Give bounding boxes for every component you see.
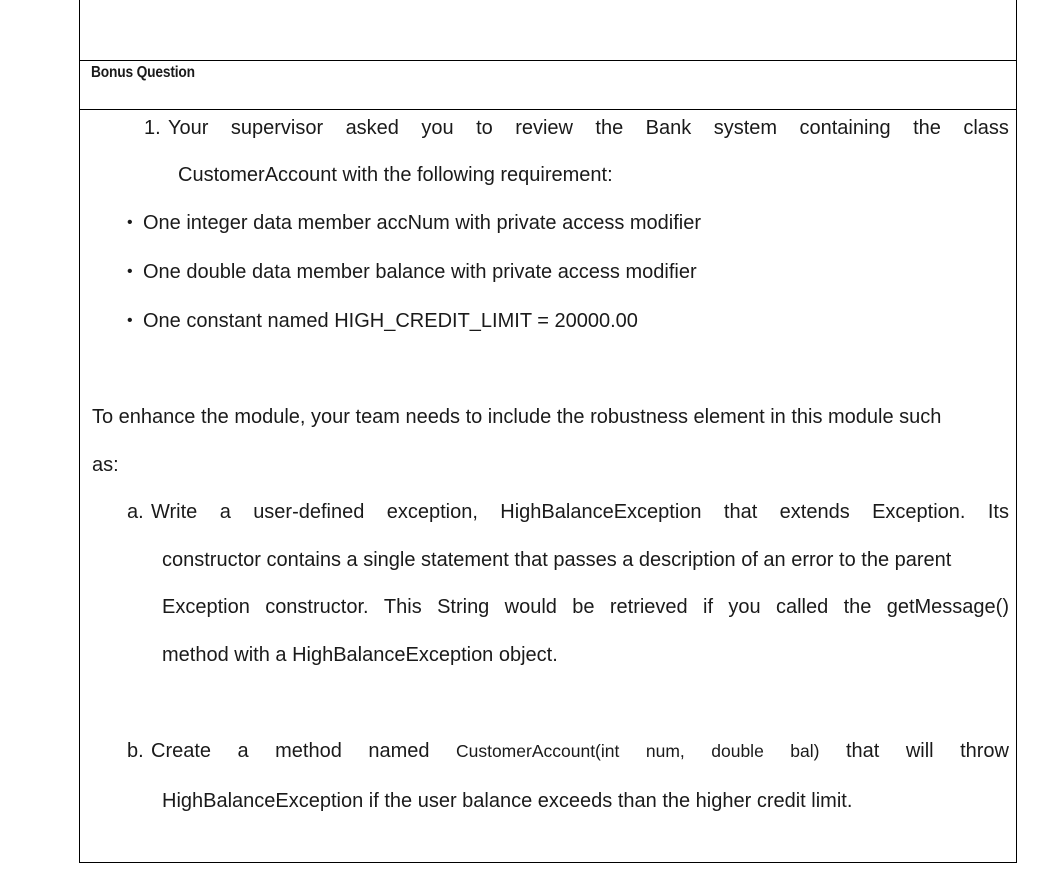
word: review [515, 117, 573, 139]
requirement-item-1: One integer data member accNum with private access modifier [143, 212, 702, 234]
word: to [476, 117, 493, 139]
bullet-icon: • [127, 312, 133, 329]
word: the [913, 117, 941, 139]
word: Your [168, 117, 209, 139]
word: num, [645, 741, 685, 761]
task-b-line1 [151, 739, 1009, 763]
word: if [703, 596, 714, 618]
requirement-item-2: One double data member balance with private access modifier [143, 261, 697, 283]
word: asked [345, 117, 399, 139]
task-a-label: a. [127, 501, 144, 523]
word: named [368, 740, 430, 762]
word: you [421, 117, 454, 139]
word: HighBalanceException [500, 501, 702, 523]
word: CustomerAccount(int [455, 741, 620, 761]
word: would [504, 596, 557, 618]
word: system [713, 117, 778, 139]
word: be [572, 596, 595, 618]
word: retrieved [609, 596, 688, 618]
word: supervisor [230, 117, 324, 139]
table-divider-top [80, 60, 1016, 61]
requirement-item-3: One constant named HIGH_CREDIT_LIMIT = 20000.00 [143, 310, 638, 332]
word: a [219, 501, 231, 523]
task-b-label: b. [127, 740, 144, 762]
word: the [843, 596, 872, 618]
word: Create [151, 740, 212, 762]
word: will [905, 740, 934, 762]
word: a [237, 740, 249, 762]
question-intro-line1 [168, 116, 1009, 140]
task-a-line4: method with a HighBalanceException object. [162, 644, 558, 666]
word: double [711, 741, 764, 761]
word: class [963, 117, 1009, 139]
word: Exception [162, 596, 250, 618]
bullet-icon: • [127, 214, 133, 231]
bullet-icon: • [127, 263, 133, 280]
enhance-line2: as: [92, 454, 119, 476]
word: that [723, 501, 758, 523]
question-number: 1. [144, 117, 161, 139]
word: throw [960, 740, 1009, 762]
task-b-line2: HighBalanceException if the user balance exceeds than the higher credit limit. [162, 790, 853, 812]
word: called [775, 596, 829, 618]
word: constructor. [265, 596, 369, 618]
word: Write [151, 501, 198, 523]
word: bal) [790, 741, 820, 761]
table-divider-header [80, 109, 1016, 110]
task-a-line3 [162, 595, 1009, 619]
word: that [845, 740, 880, 762]
word: method [275, 740, 342, 762]
word: user-defined [253, 501, 365, 523]
word: getMessage() [886, 596, 1009, 618]
word: Bank [645, 117, 692, 139]
enhance-line1: To enhance the module, your team needs to include the robustness element in this module such [92, 406, 942, 428]
task-a-line1 [151, 500, 1009, 524]
document-table [79, 0, 1017, 863]
task-a-line2: constructor contains a single statement that passes a description of an error to the parent [162, 549, 952, 571]
section-heading: Bonus Question [91, 64, 195, 81]
word: Exception. [872, 501, 966, 523]
question-intro-line2: CustomerAccount with the following requirement: [178, 164, 613, 186]
word: String [437, 596, 490, 618]
word: extends [779, 501, 850, 523]
word: This [383, 596, 422, 618]
word: you [728, 596, 761, 618]
word: containing [799, 117, 891, 139]
word: exception, [386, 501, 478, 523]
word: Its [987, 501, 1009, 523]
word: the [595, 117, 624, 139]
